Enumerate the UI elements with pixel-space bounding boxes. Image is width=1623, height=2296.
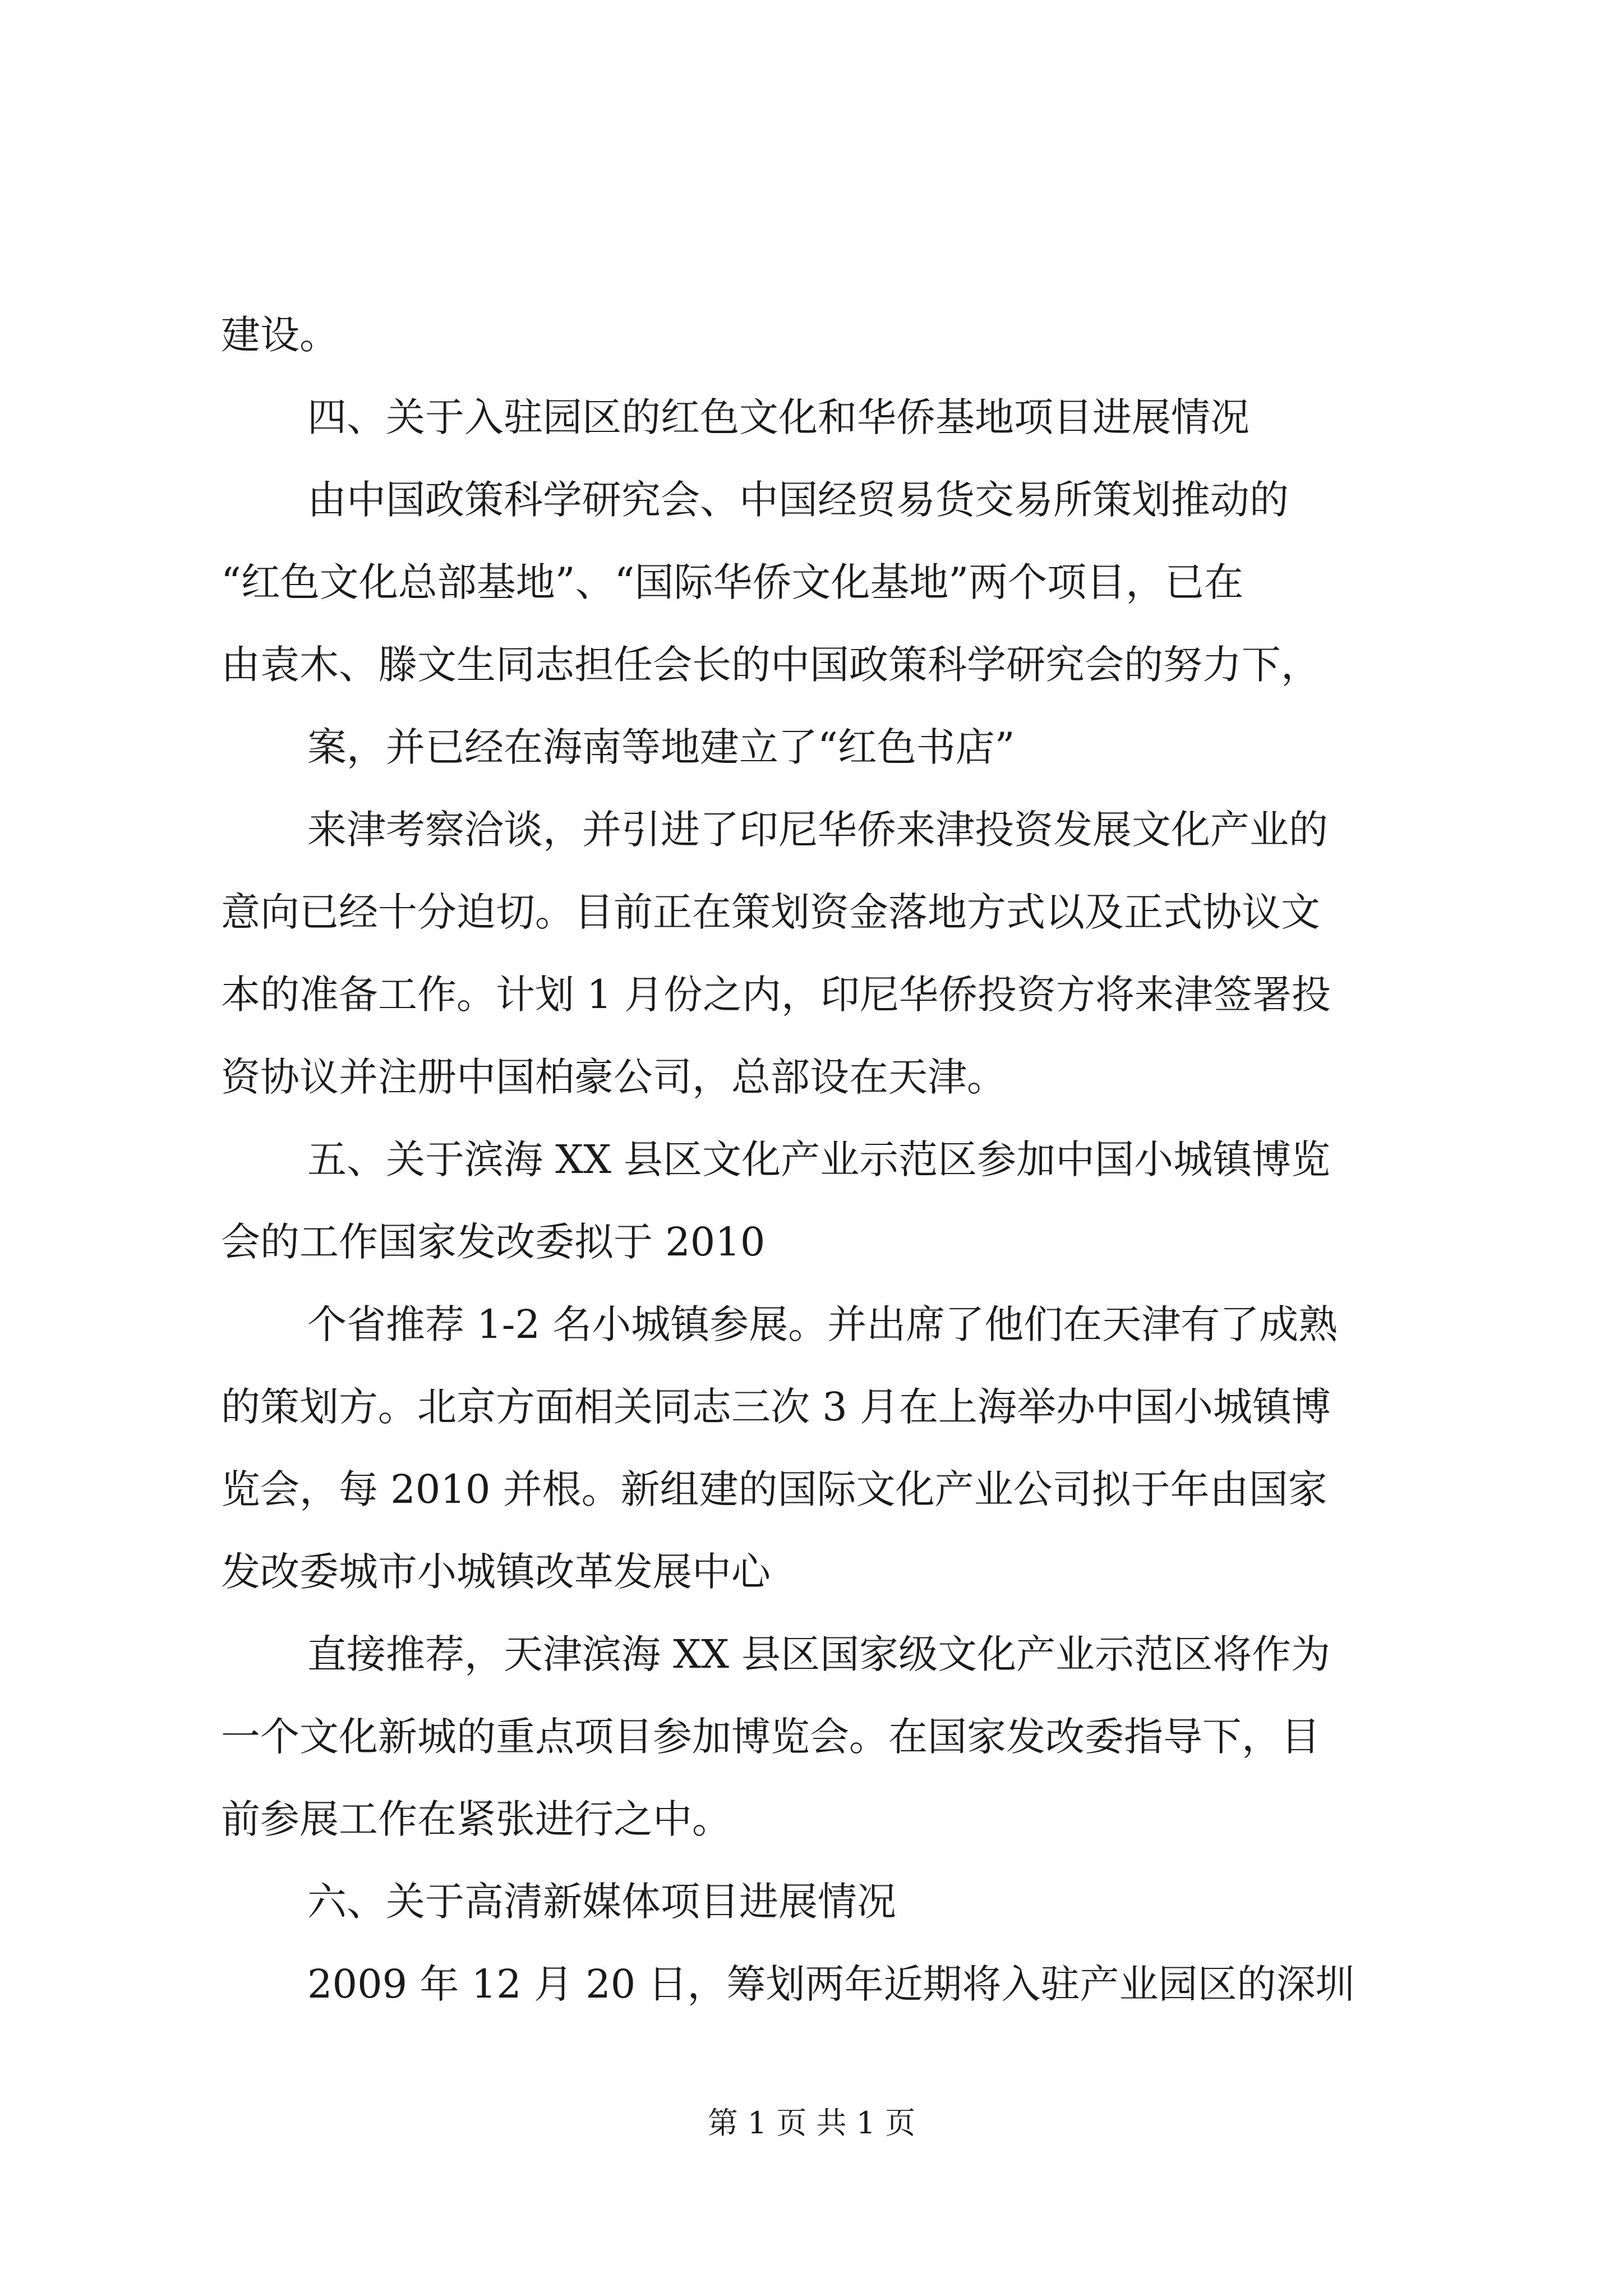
text-line: 览会，每 2010 并根。新组建的国际文化产业公司拟于年由国家 (221, 1466, 1327, 1512)
text-line: 个省推荐 1-2 名小城镇参展。并出席了他们在天津有了成熟 (307, 1301, 1338, 1347)
text-line: 来津考察洽谈，并引进了印尼华侨来津投资发展文化产业的 (307, 807, 1328, 853)
text-line: 一个文化新城的重点项目参加博览会。在国家发改委指导下，目 (221, 1714, 1320, 1760)
text-line: 会的工作国家发改委拟于 2010 (221, 1219, 766, 1265)
text-line: 由袁木、滕文生同志担任会长的中国政策科学研究会的努力下， (221, 642, 1320, 688)
section-heading: 六、关于高清新媒体项目进展情况 (307, 1879, 896, 1925)
text-line: 直接推荐，天津滨海 XX 县区国家级文化产业示范区将作为 (307, 1631, 1331, 1677)
page-footer: 第 1 页 共 1 页 (707, 2105, 916, 2141)
text-line: 前参展工作在紧张进行之中。 (221, 1796, 731, 1842)
text-line: 建设。 (221, 312, 339, 358)
text-line: 的策划方。北京方面相关同志三次 3 月在上海举办中国小城镇博 (221, 1384, 1331, 1430)
text-line: 本的准备工作。计划 1 月份之内，印尼华侨投资方将来津签署投 (221, 972, 1331, 1018)
text-line: 2009 年 12 月 20 日，筹划两年近期将入驻产业园区的深圳 (307, 1961, 1355, 2007)
text-line: 发改委城市小城镇改革发展中心 (221, 1549, 771, 1595)
section-heading: 四、关于入驻园区的红色文化和华侨基地项目进展情况 (307, 394, 1249, 440)
section-heading: 五、关于滨海 XX 县区文化产业示范区参加中国小城镇博览 (307, 1137, 1331, 1182)
text-line: 由中国政策科学研究会、中国经贸易货交易所策划推动的 (307, 477, 1289, 523)
text-line: 意向已经十分迫切。目前正在策划资金落地方式以及正式协议文 (221, 889, 1320, 935)
text-line: 案，并已经在海南等地建立了“红色书店” (307, 724, 1015, 770)
text-line: “红色文化总部基地”、“国际华侨文化基地”两个项目，已在 (221, 559, 1244, 605)
text-line: 资协议并注册中国柏豪公司，总部设在天津。 (221, 1054, 1006, 1100)
